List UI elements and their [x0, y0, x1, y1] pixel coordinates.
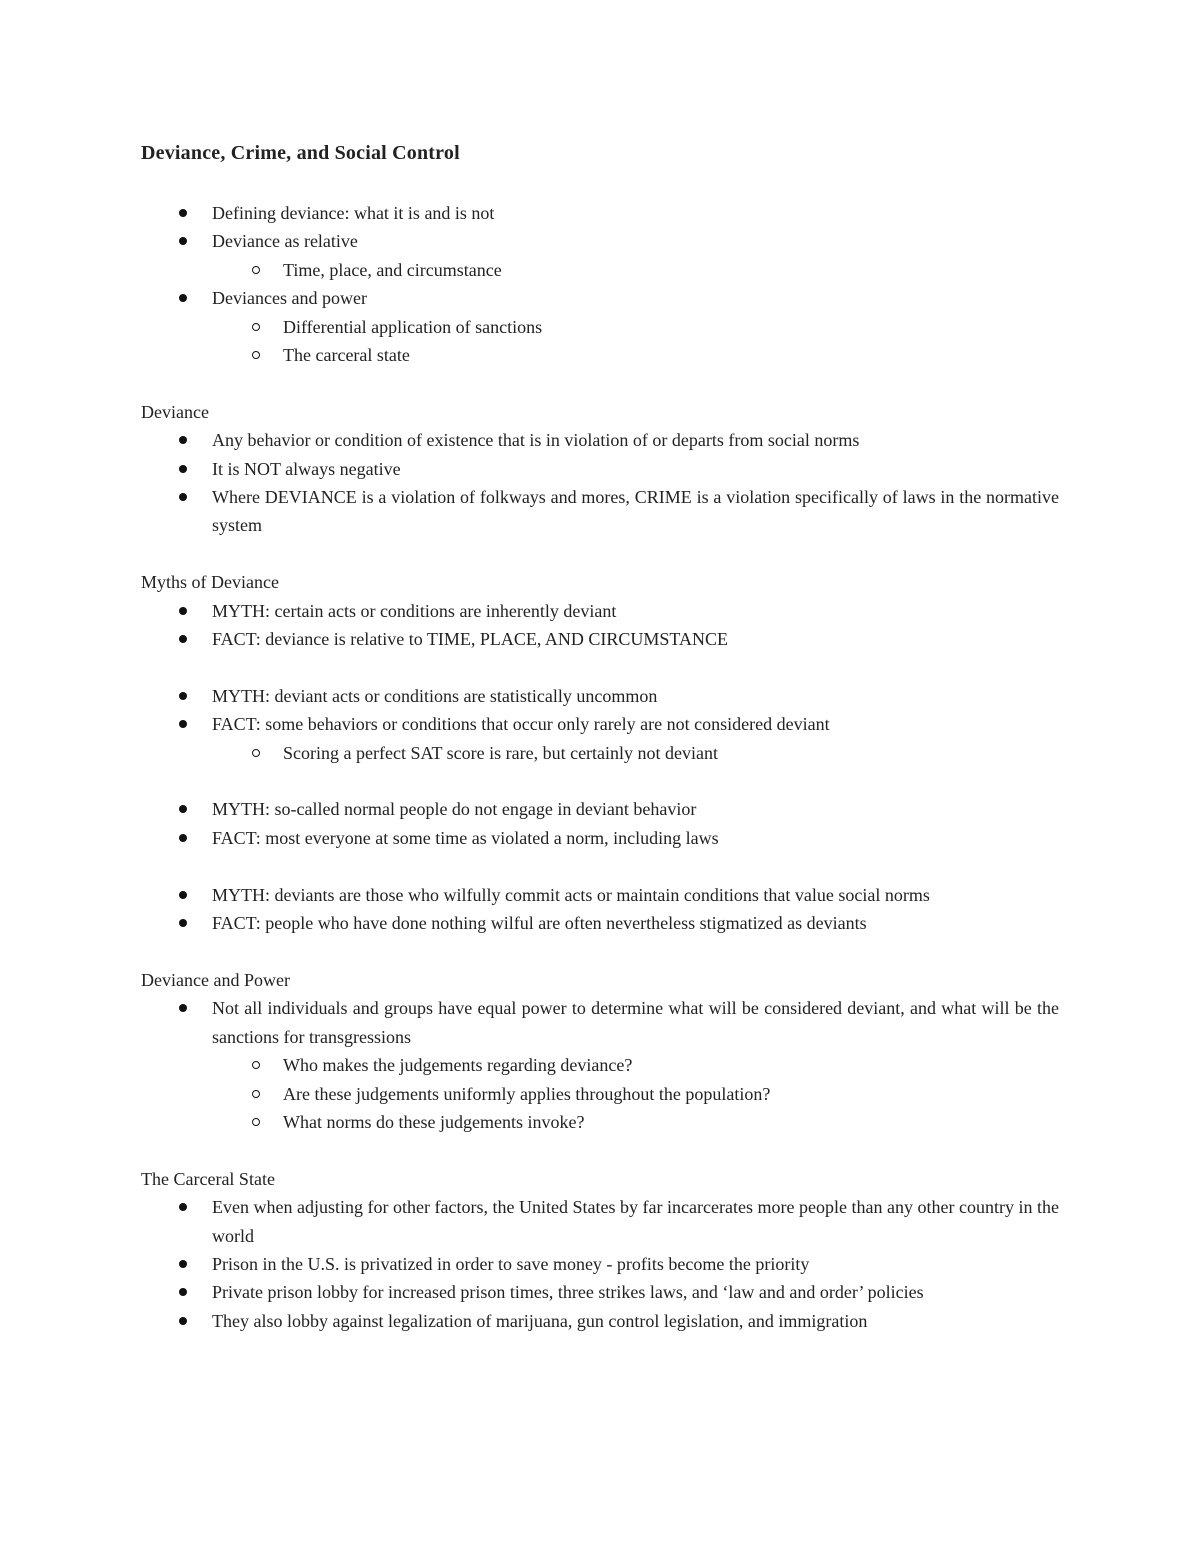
sub-list-item: The carceral state	[283, 341, 1059, 369]
list-item: Where DEVIANCE is a violation of folkways and mores, CRIME is a violation specifically of laws in the normative system	[212, 483, 1059, 540]
list-item	[212, 710, 1059, 767]
sub-list-item: Differential application of sanctions	[283, 313, 1059, 341]
spacer	[141, 1136, 1059, 1164]
intro-outline	[141, 199, 1059, 369]
myths-list-2	[141, 682, 1059, 767]
sub-list-item: Scoring a perfect SAT score is rare, but certainly not deviant	[283, 739, 1059, 767]
power-list	[141, 994, 1059, 1136]
spacer	[141, 852, 1059, 880]
list-item	[212, 284, 1059, 369]
myths-list-1	[141, 597, 1059, 654]
list-item: Private prison lobby for increased prison times, three strikes laws, and ‘law and and order’ policies	[212, 1278, 1059, 1306]
list-item: They also lobby against legalization of marijuana, gun control legislation, and immigration	[212, 1307, 1059, 1335]
myths-list-3	[141, 795, 1059, 852]
document-title: Deviance, Crime, and Social Control	[141, 142, 460, 164]
section-heading-power: Deviance and Power	[141, 969, 290, 990]
list-item: FACT: deviance is relative to TIME, PLACE, AND CIRCUMSTANCE	[212, 625, 1059, 653]
sub-list	[212, 739, 1059, 767]
spacer	[141, 767, 1059, 795]
list-item: MYTH: deviants are those who wilfully commit acts or maintain conditions that value social norms	[212, 881, 1059, 909]
sub-list	[212, 313, 1059, 370]
section-heading-deviance: Deviance	[141, 401, 209, 422]
list-item-text: Not all individuals and groups have equal power to determine what will be considered deviant, and what will be the sanctions for transgressions	[212, 998, 1059, 1047]
spacer	[141, 653, 1059, 681]
sub-list	[212, 1051, 1059, 1136]
sub-list-item: Time, place, and circumstance	[283, 256, 1059, 284]
spacer	[141, 937, 1059, 965]
sub-list	[212, 256, 1059, 284]
sub-list-item: Are these judgements uniformly applies throughout the population?	[283, 1080, 1059, 1108]
list-item: Prison in the U.S. is privatized in order to save money - profits become the priority	[212, 1250, 1059, 1278]
list-item: FACT: most everyone at some time as violated a norm, including laws	[212, 824, 1059, 852]
list-item: It is NOT always negative	[212, 455, 1059, 483]
document-body	[141, 199, 1059, 1335]
list-item	[212, 227, 1059, 284]
list-item: Even when adjusting for other factors, the United States by far incarcerates more people than any other country in the world	[212, 1193, 1059, 1250]
list-item	[212, 994, 1059, 1136]
deviance-list	[141, 426, 1059, 540]
list-item-text: FACT: some behaviors or conditions that occur only rarely are not considered deviant	[212, 714, 830, 735]
spacer	[141, 369, 1059, 397]
list-item: Any behavior or condition of existence that is in violation of or departs from social norms	[212, 426, 1059, 454]
section-heading-carceral: The Carceral State	[141, 1168, 275, 1189]
list-item: MYTH: certain acts or conditions are inherently deviant	[212, 597, 1059, 625]
list-item: MYTH: deviant acts or conditions are statistically uncommon	[212, 682, 1059, 710]
list-item: Defining deviance: what it is and is not	[212, 199, 1059, 227]
list-item-text: Deviance as relative	[212, 231, 358, 252]
list-item: MYTH: so-called normal people do not engage in deviant behavior	[212, 795, 1059, 823]
myths-list-4	[141, 881, 1059, 938]
sub-list-item: What norms do these judgements invoke?	[283, 1108, 1059, 1136]
section-heading-myths: Myths of Deviance	[141, 572, 279, 593]
spacer	[141, 540, 1059, 568]
list-item: FACT: people who have done nothing wilful are often nevertheless stigmatized as deviants	[212, 909, 1059, 937]
carceral-list	[141, 1193, 1059, 1335]
sub-list-item: Who makes the judgements regarding deviance?	[283, 1051, 1059, 1079]
list-item-text: Deviances and power	[212, 288, 367, 309]
